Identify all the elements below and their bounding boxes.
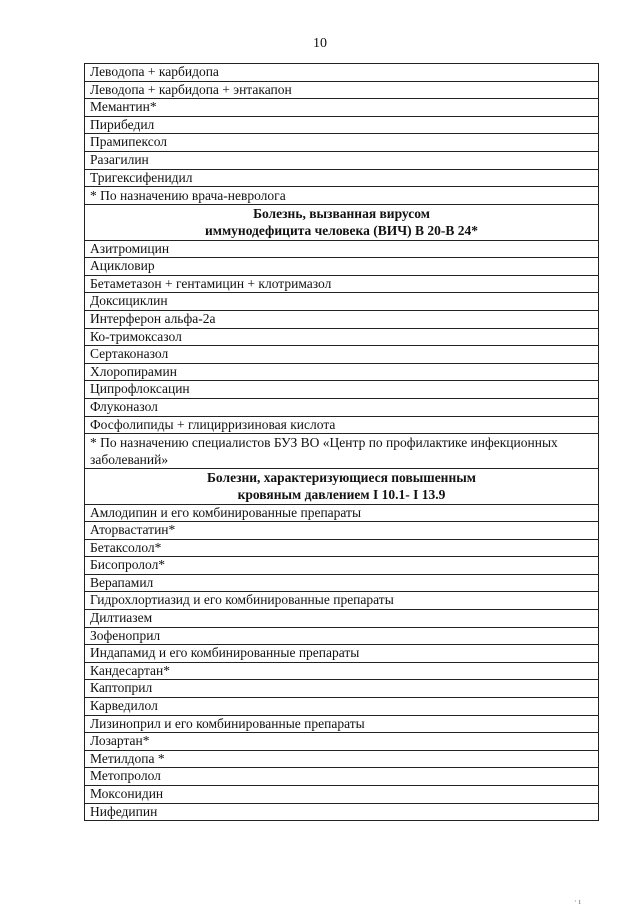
drug-row [85,504,599,522]
drug-row [85,363,599,381]
drug-name: Аторвастатин* [85,522,599,540]
drug-name: Интерферон альфа-2а [85,310,599,328]
drug-name: Тригексифенидил [85,169,599,187]
drug-name: Пирибедил [85,116,599,134]
drug-row [85,134,599,152]
drug-row [85,293,599,311]
drug-name: Азитромицин [85,240,599,258]
drug-name: Верапамил [85,574,599,592]
drug-name: Мемантин* [85,99,599,117]
drug-row [85,310,599,328]
drug-name: Доксициклин [85,293,599,311]
drug-name: Карведилол [85,698,599,716]
section-title-line: иммунодефицита человека (ВИЧ) В 20-В 24* [205,223,478,239]
drug-row [85,416,599,434]
page-number: 10 [313,36,327,51]
drug-name: Бетаметазон + гентамицин + клотримазол [85,275,599,293]
drug-name: Нифедипин [85,803,599,821]
drug-row [85,169,599,187]
footnote-text: * По назначению специалистов БУЗ ВО «Центр по профилактике инфекционных заболеваний» [85,434,599,469]
drug-list-table [84,63,599,821]
drug-name: Кандесартан* [85,662,599,680]
section-title-line: Болезнь, вызванная вирусом [253,206,430,222]
drug-row [85,768,599,786]
drug-row [85,662,599,680]
drug-row [85,750,599,768]
drug-name: Ацикловир [85,258,599,276]
drug-row [85,99,599,117]
drug-name: Леводопа + карбидопа [85,64,599,82]
drug-row [85,610,599,628]
drug-name: Метопролол [85,768,599,786]
drug-row [85,698,599,716]
footnote-row [85,434,599,469]
drug-name: Ципрофлоксацин [85,381,599,399]
drug-row [85,539,599,557]
drug-row [85,803,599,821]
drug-name: Разагилин [85,151,599,169]
drug-name: Сертаконазол [85,346,599,364]
drug-name: Дилтиазем [85,610,599,628]
drug-row [85,557,599,575]
drug-name: Флуконазол [85,398,599,416]
drug-row [85,574,599,592]
drug-row [85,522,599,540]
drug-row [85,240,599,258]
scan-mark: · ı [574,897,581,906]
drug-name: Ко-тримоксазол [85,328,599,346]
drug-name: Лозартан* [85,733,599,751]
drug-row [85,733,599,751]
drug-name: Индапамид и его комбинированные препараты [85,645,599,663]
drug-name: Лизиноприл и его комбинированные препараты [85,715,599,733]
drug-name: Леводопа + карбидопа + энтакапон [85,81,599,99]
section-title [85,469,599,504]
drug-row [85,275,599,293]
drug-row [85,328,599,346]
section-title-line: Болезни, характеризующиеся повышенным [207,470,476,486]
drug-name: Бетаксолол* [85,539,599,557]
drug-row [85,81,599,99]
section-header-row [85,205,599,240]
drug-row [85,398,599,416]
drug-name: Бисопролол* [85,557,599,575]
section-header-row [85,469,599,504]
drug-row [85,258,599,276]
drug-row [85,786,599,804]
drug-name: Амлодипин и его комбинированные препараты [85,504,599,522]
drug-row [85,64,599,82]
drug-name: Хлоропирамин [85,363,599,381]
drug-row [85,680,599,698]
footnote-row [85,187,599,205]
drug-row [85,627,599,645]
drug-row [85,346,599,364]
drug-list-body [85,64,599,821]
drug-name: Моксонидин [85,786,599,804]
drug-name: Зофеноприл [85,627,599,645]
drug-name: Каптоприл [85,680,599,698]
drug-row [85,592,599,610]
drug-row [85,381,599,399]
drug-name: Метилдопа * [85,750,599,768]
drug-name: Гидрохлортиазид и его комбинированные препараты [85,592,599,610]
footnote-text: * По назначению врача-невролога [85,187,599,205]
drug-row [85,645,599,663]
drug-row [85,116,599,134]
section-title [85,205,599,240]
drug-row [85,715,599,733]
drug-name: Прамипексол [85,134,599,152]
section-title-line: кровяным давлением I 10.1- I 13.9 [237,487,446,503]
drug-row [85,151,599,169]
drug-name: Фосфолипиды + глицирризиновая кислота [85,416,599,434]
